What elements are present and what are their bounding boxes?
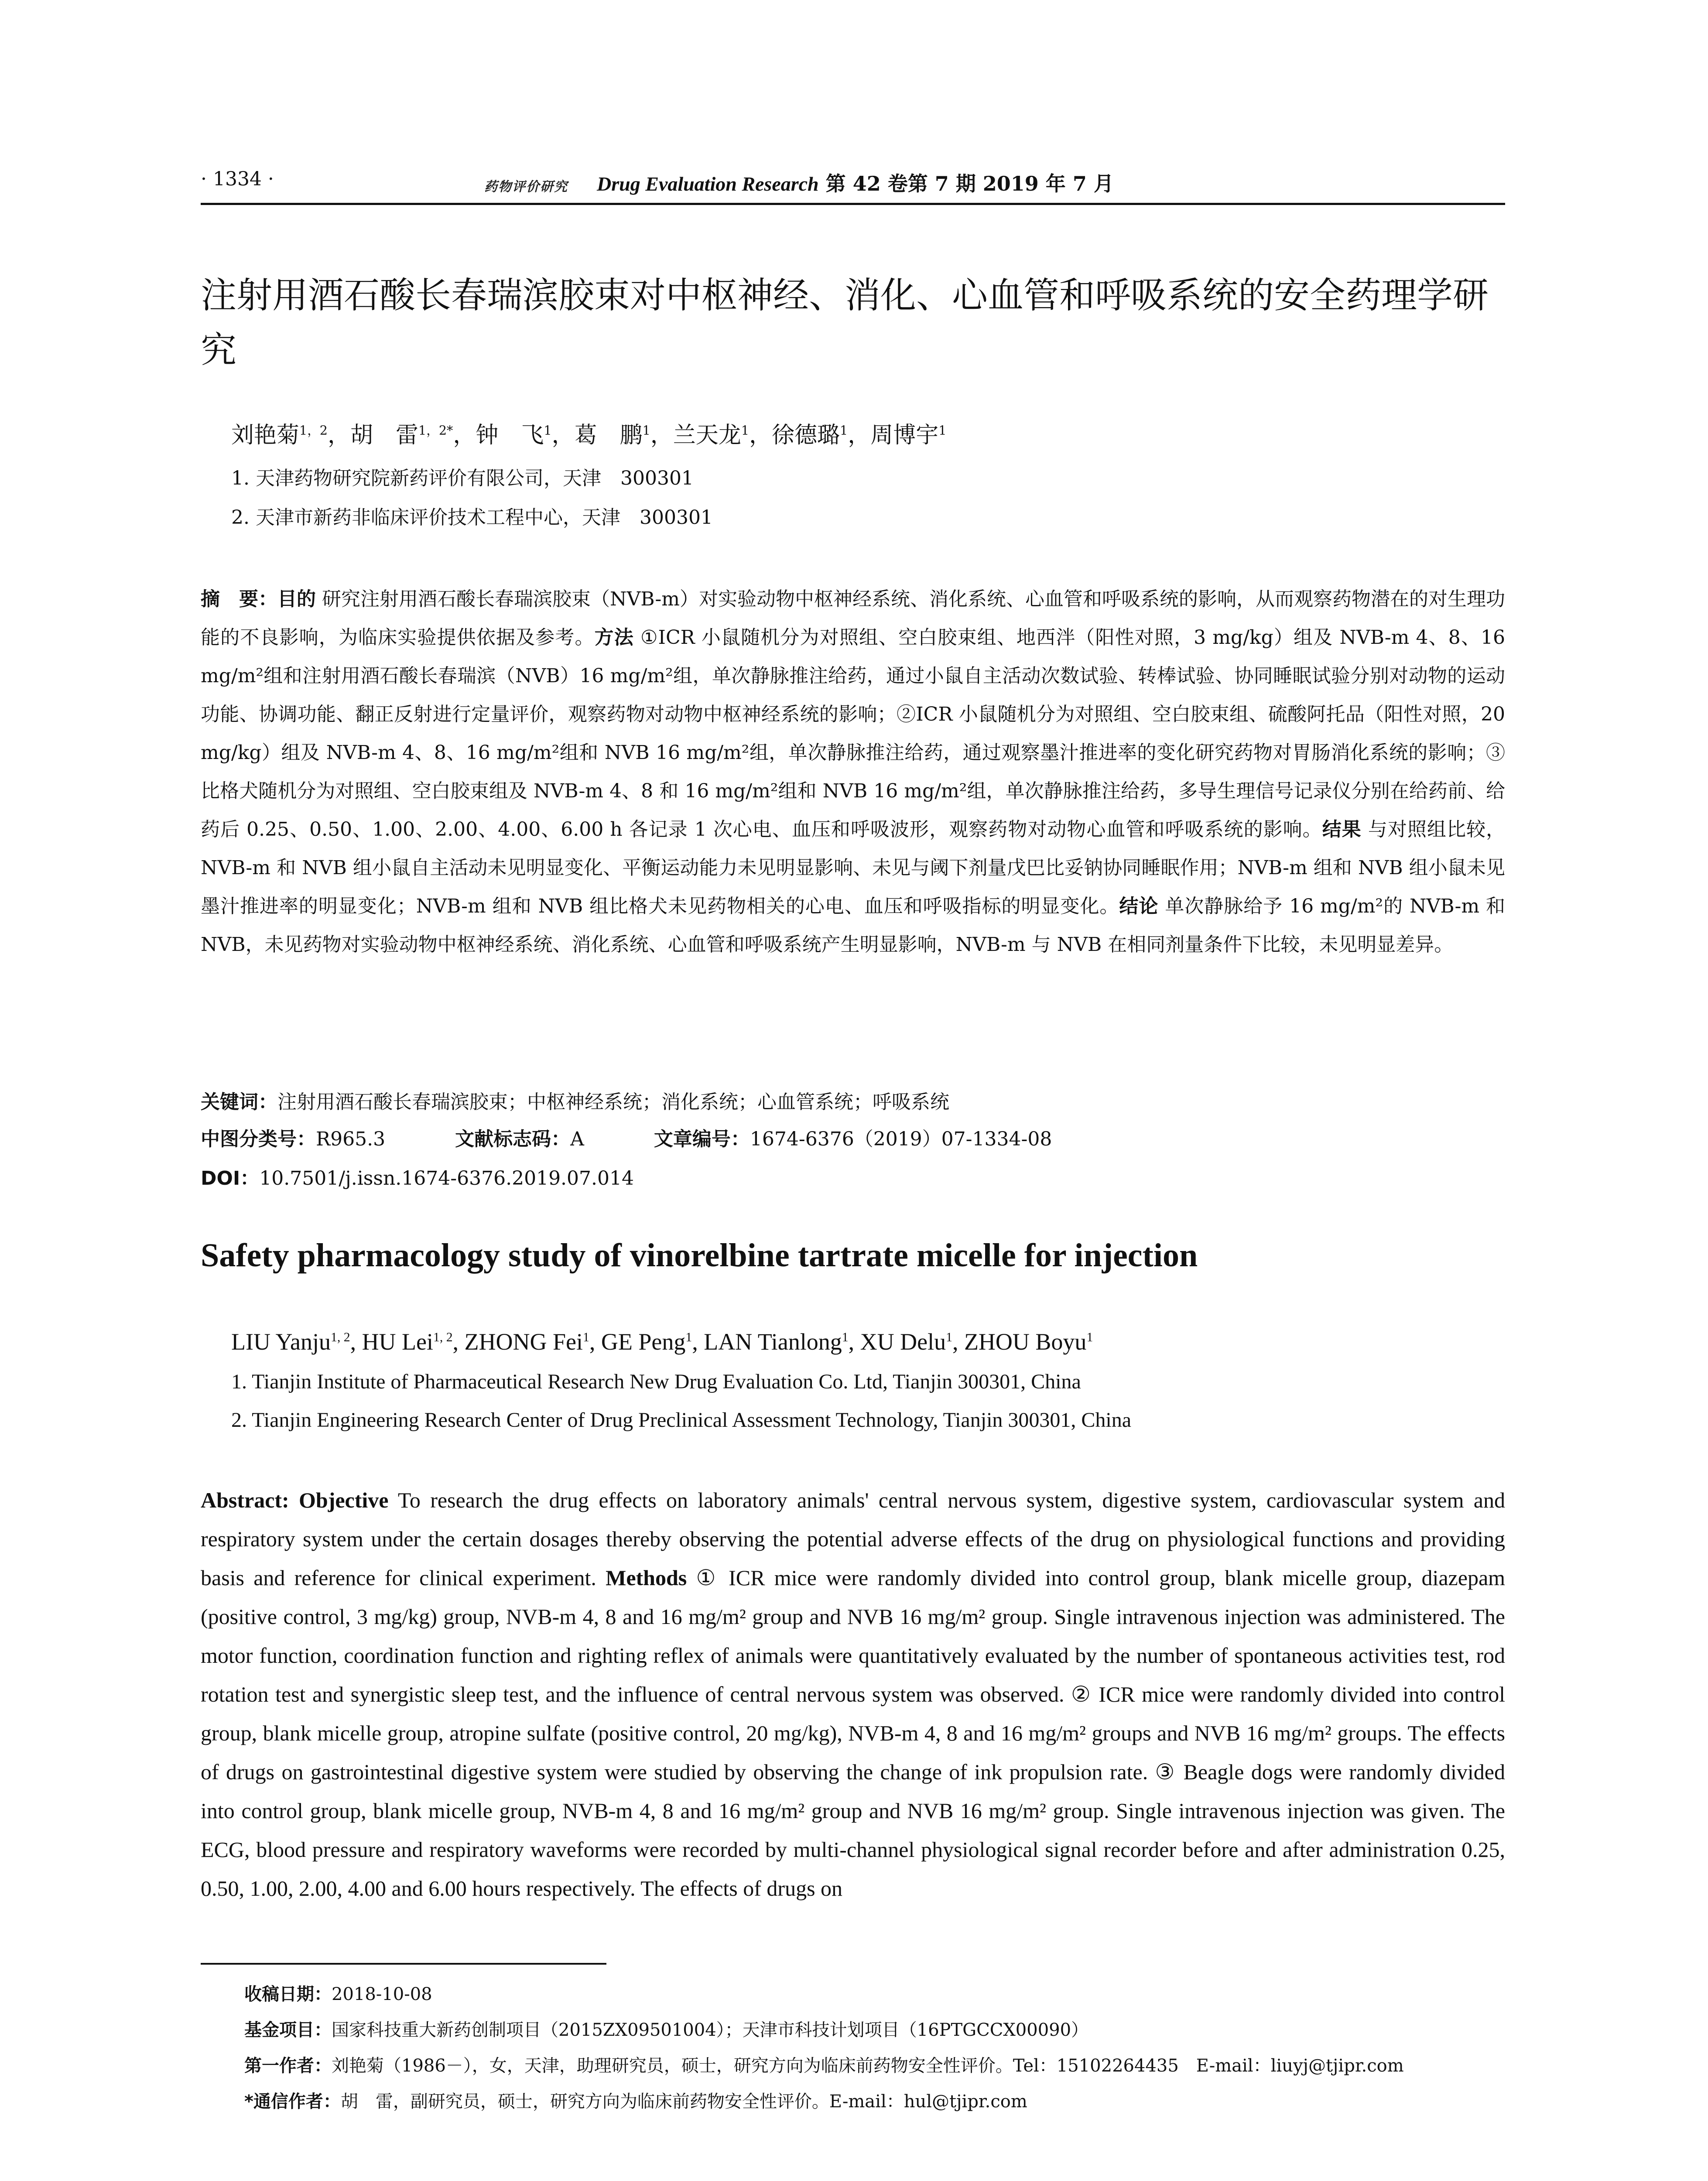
en-author: LIU Yanju$^{1, 2}$, xyxy=(231,1329,362,1355)
en-affiliation: 2. Tianjin Engineering Research Center of Drug Preclinical Assessment Technology, Tianjin 300301, China xyxy=(231,1408,1132,1432)
cn-author: 葛 鹏$^1$， xyxy=(574,422,673,448)
en-title: Safety pharmacology study of vinorelbine tartrate micelle for injection xyxy=(201,1237,1198,1274)
en-affiliation: 1. Tianjin Institute of Pharmaceutical Research New Drug Evaluation Co. Ltd, Tianjin 300301, China xyxy=(231,1370,1081,1393)
cn-abstract-label: 摘 要： xyxy=(201,588,277,610)
en-author: GE Peng$^1$, xyxy=(601,1329,704,1355)
en-author-list xyxy=(231,1328,1093,1355)
cn-conclusion-label: 结论 xyxy=(1119,895,1159,917)
en-author: ZHONG Fei$^1$, xyxy=(464,1329,601,1355)
journal-logo: 药物评价研究 xyxy=(484,179,568,195)
cn-author: 胡 雷$^{1,2*}$， xyxy=(350,422,476,448)
footnote-received: 收稿日期：2018-10-08 xyxy=(244,1984,432,2004)
running-header xyxy=(201,168,1505,198)
cn-results: 与对照组比较，NVB-m 和 NVB 组小鼠自主活动未见明显变化、平衡运动能力未见明显影响、未见与阈下剂量戊巴比妥钠协同睡眠作用；NVB-m 组和 NVB 组小鼠未见墨汁推进率的明显变化；NVB-m 组和 NVB 组比格犬未见药物相关的心电、血压和呼吸指标的明显变化。 xyxy=(201,818,1506,917)
en-methods-label: Methods xyxy=(606,1566,687,1590)
cn-methods: ①ICR 小鼠随机分为对照组、空白胶束组、地西泮（阳性对照，3 mg/kg）组及 NVB-m 4、8、16 mg/m²组和注射用酒石酸长春瑞滨（NVB）16 mg/m²组，单次静脉推注给药，通过小鼠自主活动次数试验、转棒试验、协同睡眠试验分别对动物的运动功能、协调功能、翻正反射进行定量评价，观察药物对动物中枢神经系统的影响；②ICR 小鼠随机分为对照组、空白胶束组、硫酸阿托品（阳性对照，20 mg/kg）组及 NVB-m 4、8、16 mg/m²组和 NVB 16 mg/m²组，单次静脉推注给药，通过观察墨汁推进率的变化研究药物对胃肠消化系统的影响；③比格犬随机分为对照组、空白胶束组及 NVB-m 4、8 和 16 mg/m²组和 NVB 16 mg/m²组，单次静脉推注给药，多导生理信号记录仪分别在给药前、给药后 0.25、0.50、1.00、2.00、4.00、6.00 h 各记录 1 次心电、血压和呼吸波形，观察药物对动物心血管和呼吸系统的影响。 xyxy=(201,626,1506,841)
cn-affiliation: 2. 天津市新药非临床评价技术工程中心，天津 300301 xyxy=(231,506,713,529)
cn-results-label: 结果 xyxy=(1322,818,1362,841)
footnote-first-author: 第一作者：刘艳菊（1986－），女，天津，助理研究员，硕士，研究方向为临床前药物安全性评价。Tel：15102264435 E-mail：liuyj@tjipr.com xyxy=(244,2056,1404,2076)
footnote-rule xyxy=(201,1963,606,1965)
cn-affiliation: 1. 天津药物研究院新药评价有限公司，天津 300301 xyxy=(231,467,694,489)
cn-abstract xyxy=(201,580,1505,964)
header-rule xyxy=(201,203,1505,205)
cn-author: 周博宇$^1$ xyxy=(870,422,947,448)
cn-doi: DOI：10.7501/j.issn.1674-6376.2019.07.014 xyxy=(201,1167,634,1190)
en-methods: ① ICR mice were randomly divided into control group, blank micelle group, diazepam (positive control, 3 mg/kg) group, NVB-m 4, 8 and 16 mg/m² group and NVB 16 mg/m² group. Single intravenous injection was administered. The motor function, coordination function and righting reflex of animals were quantitatively evaluated by the number of spontaneous activities test, rod rotation test and synergistic sleep test, and the influence of central nervous system was observed. ② ICR mice were randomly divided into control group, blank micelle group, atropine sulfate (positive control, 20 mg/kg), NVB-m 4, 8 and 16 mg/m² groups and NVB 16 mg/m² groups. The effects of drugs on gastrointestinal digestive system were studied by observing the change of ink propulsion rate. ③ Beagle dogs were randomly divided into control group, blank micelle group, NVB-m 4, 8 and 16 mg/m² group and NVB 16 mg/m² group. Single intravenous injection was given. The ECG, blood pressure and respiratory waveforms were recorded by multi-channel physiological signal recorder before and after administration 0.25, 0.50, 1.00, 2.00, 4.00 and 6.00 hours respectively. The effects of drugs on xyxy=(201,1566,1506,1901)
cn-methods-label: 方法 xyxy=(594,626,634,649)
cn-author: 徐德璐$^1$， xyxy=(772,422,871,448)
cn-objective: 研究注射用酒石酸长春瑞滨胶束（NVB-m）对实验动物中枢神经系统、消化系统、心血管和呼吸系统的影响，从而观察药物潜在的对生理功能的不良影响，为临床实验提供依据及参考。 xyxy=(201,588,1506,649)
cn-author-list xyxy=(231,417,946,449)
en-objective: To research the drug effects on laboratory animals' central nervous system, digestive system, cardiovascular system and respiratory system under the certain dosages thereby observing the potential adverse effects of the drug on physiological functions and providing basis and reference for clinical experiment. xyxy=(201,1488,1505,1590)
footnote-fund: 基金项目：国家科技重大新药创制项目（2015ZX09501004）；天津市科技计划项目（16PTGCCX00090） xyxy=(244,2020,1089,2040)
journal-line xyxy=(484,168,1114,197)
cn-keywords: 关键词：注射用酒石酸长春瑞滨胶束；中枢神经系统；消化系统；心血管系统；呼吸系统 xyxy=(201,1091,949,1113)
cn-author: 钟 飞$^1$， xyxy=(476,422,575,448)
cn-title: 注射用酒石酸长春瑞滨胶束对中枢神经、消化、心血管和呼吸系统的安全药理学研究 xyxy=(201,275,1489,371)
cn-conclusion: 单次静脉给予 16 mg/m²的 NVB-m 和 NVB，未见药物对实验动物中枢神经系统、消化系统、心血管和呼吸系统产生明显影响，NVB-m 与 NVB 在相同剂量条件下比较，未见明显差异。 xyxy=(201,895,1505,956)
en-abstract xyxy=(201,1481,1505,1908)
en-author: ZHOU Boyu$^1$ xyxy=(964,1329,1093,1355)
cn-classification: 中图分类号：R965.3 文献标志码：A 文章编号：1674-6376（2019）07-1334-08 xyxy=(201,1128,1052,1150)
en-objective-label: Objective xyxy=(299,1488,389,1512)
en-abstract-label: Abstract: xyxy=(201,1488,289,1512)
journal-name: Drug Evaluation Research xyxy=(597,173,819,195)
footnote-corresponding: *通信作者：胡 雷，副研究员，硕士，研究方向为临床前药物安全性评价。E-mail：hul@tjipr.com xyxy=(244,2092,1027,2112)
en-author: HU Lei$^{1, 2}$, xyxy=(362,1329,465,1355)
issue-info: 第 42 卷第 7 期 2019 年 7 月 xyxy=(825,172,1114,195)
page-number: · 1334 · xyxy=(201,168,274,190)
cn-author: 刘艳菊$^{1,2}$， xyxy=(231,422,351,448)
cn-author: 兰天龙$^1$， xyxy=(673,422,772,448)
en-author: LAN Tianlong$^1$, xyxy=(704,1329,860,1355)
cn-objective-label: 目的 xyxy=(277,588,316,610)
en-author: XU Delu$^1$, xyxy=(860,1329,964,1355)
